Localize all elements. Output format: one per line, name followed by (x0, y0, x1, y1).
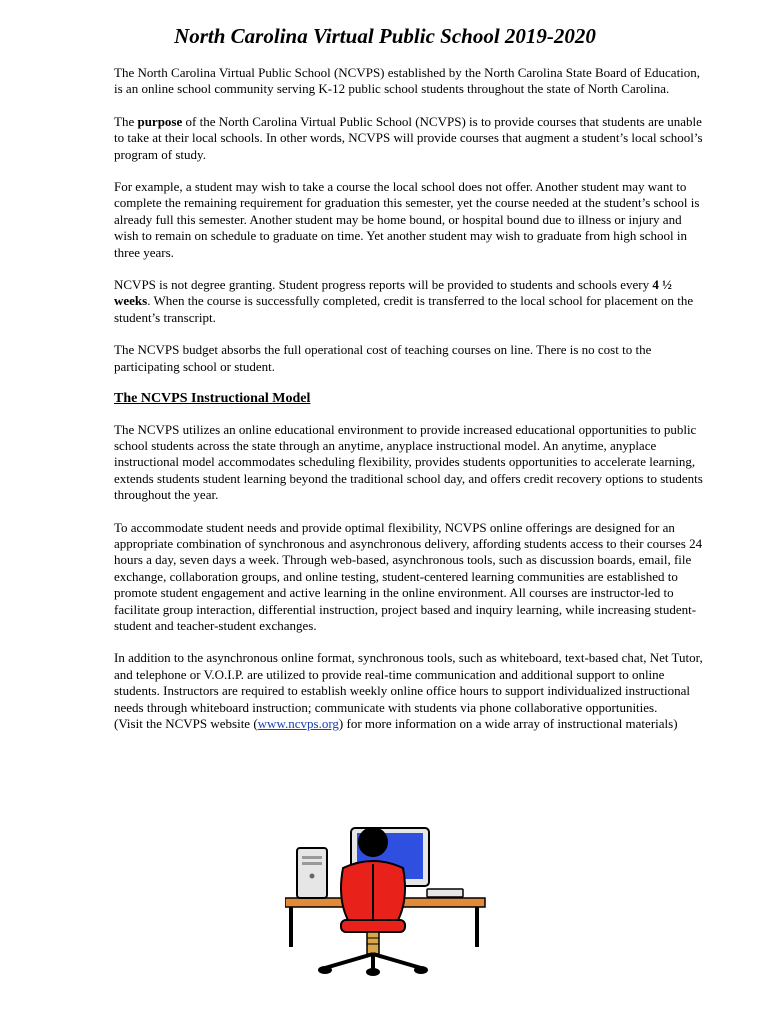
student-head (358, 827, 388, 857)
intro-paragraph: The North Carolina Virtual Public School (NCVPS) established by the North Carolina State Board of Education, is an online school community serving K-12 public school students throughout the state of North Carolina. (114, 65, 701, 97)
purpose-paragraph (114, 114, 704, 163)
student-at-computer-illustration (285, 820, 495, 980)
example-paragraph: For example, a student may wish to take a course the local school does not offer. Another student may want to complete the remaining requirement for graduation this semester, yet the course needed at the student’s school is already full this semester. Another student may be home bound, or hospital bound due to illness or injury and wish to remain on schedule to graduate on time. Yet another student may wish to graduate from high school in three years. (114, 179, 700, 260)
degree-text-after: . When the course is successfully completed, credit is transferred to the local school for placement on the student’s transcript. (114, 293, 694, 325)
computer-tower (297, 848, 327, 898)
degree-bold: 4 ½ weeks (114, 277, 672, 309)
visit-text-before: (Visit the NCVPS website ( (114, 716, 258, 731)
page-title: North Carolina Virtual Public School 2019-2020 (174, 24, 596, 48)
degree-paragraph (114, 277, 704, 326)
model-paragraph-1: The NCVPS utilizes an online educational environment to provide increased educational opportunities to public school students across the state through an anytime, anyplace instructional model. An anytime, anyplace instructional model accommodates scheduling flexibility, provides students opportunities to accelerate learning, extends students student learning beyond the traditional school day, and offers credit recovery options to students throughout the year. (114, 421, 703, 503)
keyboard (427, 889, 463, 897)
budget-paragraph: The NCVPS budget absorbs the full operational cost of teaching courses on line. There is no cost to the participating school or student. (114, 342, 652, 374)
purpose-text-after: of the North Carolina Virtual Public School (NCVPS) is to provide courses that students are unable to take at their local schools. In other words, NCVPS will provide courses that augment a student’s local school’s program of study. (114, 113, 703, 162)
model-paragraph-3: In addition to the asynchronous online format, synchronous tools, such as whiteboard, text-based chat, Net Tutor, and telephone or V.O.I.P. are utilized to provide real-time communication and additional support to online students. Instructors are required to establish weekly online office hours to support individualized instructional needs through whiteboard instruction; communicate with students via phone collaborative opportunities. (114, 650, 703, 715)
model-paragraph-2: To accommodate student needs and provide optimal flexibility, NCVPS online offerings are designed for an appropriate combination of synchronous and asynchronous delivery, affording students access to their courses 24 hours a day, seven days a week. Through web-based, asynchronous tools, such as discussion boards, email, file exchange, collaboration groups, and online testing, student-centered learning communities are established to promote student engagement and active learning in the online environment. All courses are instructor-led to facilitate group interaction, differential instruction, project based and inquiry learning, while increasing student-student and teacher-student exchanges. (114, 519, 703, 633)
desk-leg-left (289, 907, 293, 947)
model-heading: The NCVPS Instructional Model (114, 391, 311, 407)
visit-text-after: ) for more information on a wide array of instructional materials) (338, 716, 678, 731)
desk-leg-right (475, 907, 479, 947)
purpose-bold: purpose (137, 113, 183, 129)
document-body (114, 65, 704, 748)
degree-text-before: NCVPS is not degree granting. Student progress reports will be provided to students and schools every (114, 277, 653, 293)
chair-post (367, 932, 379, 954)
chair-base (318, 954, 428, 976)
ncvps-website-link[interactable]: www.ncvps.org (257, 716, 339, 731)
visit-paragraph (114, 716, 704, 732)
chair-seat (341, 920, 405, 932)
purpose-text-before: The (114, 113, 138, 129)
